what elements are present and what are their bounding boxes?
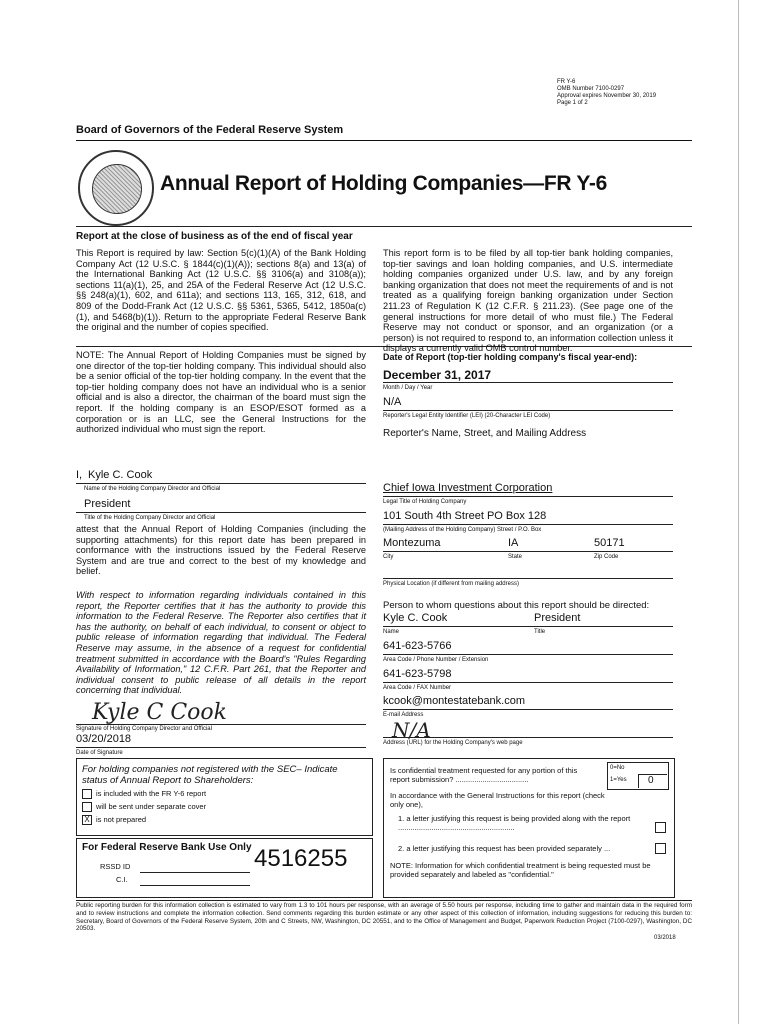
company-label: Legal Title of Holding Company bbox=[383, 499, 467, 505]
frb-use-heading: For Federal Reserve Bank Use Only bbox=[82, 842, 252, 853]
option-not-prepared-label: is not prepared bbox=[96, 815, 147, 824]
checkbox-not-prepared[interactable]: X bbox=[82, 815, 92, 825]
legend-no: 0=No bbox=[610, 765, 625, 771]
rssd-id-value: 4516255 bbox=[254, 845, 348, 872]
federal-reserve-seal-icon bbox=[78, 150, 154, 226]
director-title: President bbox=[84, 498, 131, 510]
contact-title-label: Title bbox=[534, 629, 546, 635]
contact-name: Kyle C. Cook bbox=[383, 612, 448, 624]
checkbox-confidential-2[interactable] bbox=[655, 843, 666, 854]
physical-location-label: Physical Location (if different from mailing address) bbox=[383, 581, 519, 587]
company-name: Chief Iowa Investment Corporation bbox=[383, 482, 553, 494]
email-value: kcook@montestatebank.com bbox=[383, 695, 526, 707]
phone-line bbox=[383, 654, 673, 655]
lei-value: N/A bbox=[383, 396, 402, 408]
confidential-note: NOTE: Information for which confidential treatment is being requested must be provided separately and labeled as "confidential." bbox=[390, 861, 651, 879]
shareholder-report-question: For holding companies not registered with the SEC– Indicate status of Annual Report to Shareholders: bbox=[82, 764, 338, 786]
contact-heading: Person to whom questions about this report should be directed: bbox=[383, 600, 650, 611]
confidential-option-1: 1. a letter justifying this request is being provided along with the report ........................................................ bbox=[398, 814, 631, 832]
form-id: FR Y-6 bbox=[557, 79, 576, 85]
web-label: Address (URL) for the Holding Company's web page bbox=[383, 740, 523, 746]
signature-note: NOTE: The Annual Report of Holding Companies must be signed by one director of the top-tier holding company. This individual should also be a senior official of the top-tier holding company. In the event that the top-tier holding company does not have an individual who is a senior official and is also a director, the chairman of the board must sign the report. If the holding company is an ESOP/ESOT formed as a corporation or is an LLC, see the General Instructions for the authorized individual who must sign the report. bbox=[76, 350, 366, 435]
web-address-value: N/A bbox=[392, 718, 431, 742]
director-name-line bbox=[76, 483, 366, 484]
fax-value: 641-623-5798 bbox=[383, 668, 452, 680]
director-signature: Kyle C Cook bbox=[92, 700, 227, 725]
ci-line bbox=[140, 885, 250, 886]
physical-location-line bbox=[383, 578, 673, 579]
director-name: Kyle C. Cook bbox=[88, 469, 153, 481]
ci-label: C.I. bbox=[116, 875, 128, 884]
confidential-instructions: In accordance with the General Instructions for this report (check only one), bbox=[390, 791, 605, 809]
approval-expiry: Approval expires November 30, 2019 bbox=[557, 93, 657, 99]
signature-line bbox=[76, 724, 366, 725]
zip-label: Zip Code bbox=[594, 554, 619, 560]
email-label: E-mail Address bbox=[383, 712, 424, 718]
rssd-line bbox=[140, 872, 250, 873]
street-label: (Mailing Address of the Holding Company) Street / P.O. Box bbox=[383, 527, 542, 533]
web-line bbox=[383, 737, 673, 738]
header-rule bbox=[76, 140, 692, 141]
option-separate-label: will be sent under separate cover bbox=[96, 802, 207, 811]
state-label: State bbox=[508, 554, 523, 560]
city-value: Montezuma bbox=[383, 537, 441, 549]
checkbox-separate[interactable] bbox=[82, 802, 92, 812]
i-prefix: I, bbox=[76, 469, 83, 481]
page-title: Annual Report of Holding Companies—FR Y-6 bbox=[160, 172, 607, 195]
phone-label: Area Code / Phone Number / Extension bbox=[383, 657, 489, 663]
page-number: Page 1 of 2 bbox=[557, 100, 588, 106]
seal-eagle-icon bbox=[92, 164, 142, 214]
signature-date: 03/20/2018 bbox=[76, 733, 132, 745]
attestation-text: attest that the Annual Report of Holding Companies (including the supporting attachments) for this report date has been prepared in conformance with the instructions issued by the Federal Reserve System and are true and correct to the best of my knowledge and belief. bbox=[76, 524, 366, 577]
phone-value: 641-623-5766 bbox=[383, 640, 452, 652]
report-date-value: December 31, 2017 bbox=[383, 368, 492, 382]
email-line bbox=[383, 709, 673, 710]
checkbox-confidential-1[interactable] bbox=[655, 822, 666, 833]
footer-rule bbox=[76, 900, 692, 901]
director-title-label: Title of the Holding Company Director and Official bbox=[84, 515, 216, 521]
legal-authority-text: This Report is required by law: Section 5(c)(1)(A) of the Bank Holding Company Act (12 U.S.C. § 1844(c)(1)(A)); sections 8(a) and 13(a) of the International Banking Act (12 U.S.C. §§ 3106(a) and 3108(a)); sections 11(a)(1), 25, and 25A of the Federal Reserve Act (12 U.S.C. §§ 248(a)(1), 602, and 611a); and sections 113, 165, 312, 618, and 809 of the Dodd-Frank Act (12 U.S.C. §§ 5361, 5365, 5412, 1850a(c)(1), and 5468(b)(1)). Return to the appropriate Federal Reserve Bank the original and the number of copies specified. bbox=[76, 248, 366, 333]
zip-value: 50171 bbox=[594, 537, 625, 549]
rssd-id-label: RSSD ID bbox=[100, 862, 131, 871]
contact-name-label: Name bbox=[383, 629, 400, 635]
city-state-zip-line bbox=[383, 551, 673, 552]
contact-line bbox=[383, 626, 673, 627]
director-title-line bbox=[76, 512, 366, 513]
agency-name: Board of Governors of the Federal Reserve System bbox=[76, 124, 344, 136]
report-date-line bbox=[383, 382, 673, 383]
street-address: 101 South 4th Street PO Box 128 bbox=[383, 510, 547, 522]
certification-text: With respect to information regarding individuals contained in this report, the Reporter certifies that it has the authority to provide this information to the Federal Reserve. The Reporter also certifies that it has the authority, on behalf of each individual, to consent or object to public release of information regarding that individual. The Federal Reserve may assume, in the absence of a request for confidential treatment submitted in accordance with the Board's "Rules Regarding Availability of Information," 12 C.F.R. Part 261, that the Reporter and individual consent to public release of all details in the report concerning that individual. bbox=[76, 590, 366, 696]
signature-label: Signature of Holding Company Director and Official bbox=[76, 726, 212, 732]
omb-number: OMB Number 7100-0297 bbox=[557, 86, 625, 92]
director-name-label: Name of the Holding Company Director and Official bbox=[84, 486, 221, 492]
form-info bbox=[557, 79, 697, 107]
confidential-answer-divider bbox=[638, 774, 639, 788]
option-included[interactable] bbox=[82, 789, 206, 799]
contact-title: President bbox=[534, 612, 581, 624]
filing-requirements-text: This report form is to be filed by all top-tier bank holding companies, top-tier savings and loan holding companies, and U.S. intermediate holding companies organized under U.S. law, and by any foreign banking organization that does not meet the requirements of and is not treated as a qualifying foreign banking organization under Section 211.23 of Regulation K (12 C.F.R. § 211.23). (See page one of the general instructions for more detail of who must file.) The Federal Reserve may not conduct or sponsor, and an organization (or a person) is not required to respond to, an information collection unless it displays a currently valid OMB control number. bbox=[383, 248, 673, 354]
lei-label: Reporter's Legal Entity Identifier (LEI) (20-Character LEI Code) bbox=[383, 413, 551, 419]
legend-yes: 1=Yes bbox=[610, 777, 627, 783]
signature-date-line bbox=[76, 747, 366, 748]
fax-label: Area Code / FAX Number bbox=[383, 685, 452, 691]
lei-line bbox=[383, 410, 673, 411]
confidential-question: Is confidential treatment requested for any portion of this report submission? ................................... bbox=[390, 766, 578, 784]
report-date-sub: Month / Day / Year bbox=[383, 385, 433, 391]
address-heading: Reporter's Name, Street, and Mailing Address bbox=[383, 428, 587, 439]
option-separate[interactable] bbox=[82, 802, 206, 812]
company-line bbox=[383, 496, 673, 497]
revision-date: 03/2018 bbox=[654, 935, 676, 941]
checkbox-included[interactable] bbox=[82, 789, 92, 799]
state-value: IA bbox=[508, 537, 519, 549]
title-rule bbox=[76, 226, 692, 227]
confidential-answer[interactable]: 0 bbox=[648, 775, 654, 786]
option-included-label: is included with the FR Y-6 report bbox=[96, 789, 207, 798]
scan-edge bbox=[738, 0, 739, 1024]
signature-date-label: Date of Signature bbox=[76, 750, 123, 756]
street-line bbox=[383, 524, 673, 525]
fiscal-year-heading: Report at the close of business as of the end of fiscal year bbox=[76, 231, 353, 242]
fax-line bbox=[383, 682, 673, 683]
report-date-label: Date of Report (top-tier holding company's fiscal year-end): bbox=[383, 352, 638, 362]
burden-statement: Public reporting burden for this information collection is estimated to vary from 1.3 to 101 hours per response, with an average of 5.50 hours per response, including time to gather and maintain data in the required form and to review instructions and complete the information collection. Send comments regarding this burden estimate or any other aspect of this collection of information, including suggestions for reducing this burden to: Secretary, Board of Governors of the Federal Reserve System, 20th and C Streets, NW, Washington, DC 20551, and to the Office of Management and Budget, Paperwork Reduction Project (7100-0297), Washington, DC 20503. bbox=[76, 902, 692, 933]
city-label: City bbox=[383, 554, 394, 560]
option-not-prepared[interactable] bbox=[82, 815, 146, 825]
confidential-option-2: 2. a letter justifying this request has been provided separately ... bbox=[398, 844, 611, 853]
